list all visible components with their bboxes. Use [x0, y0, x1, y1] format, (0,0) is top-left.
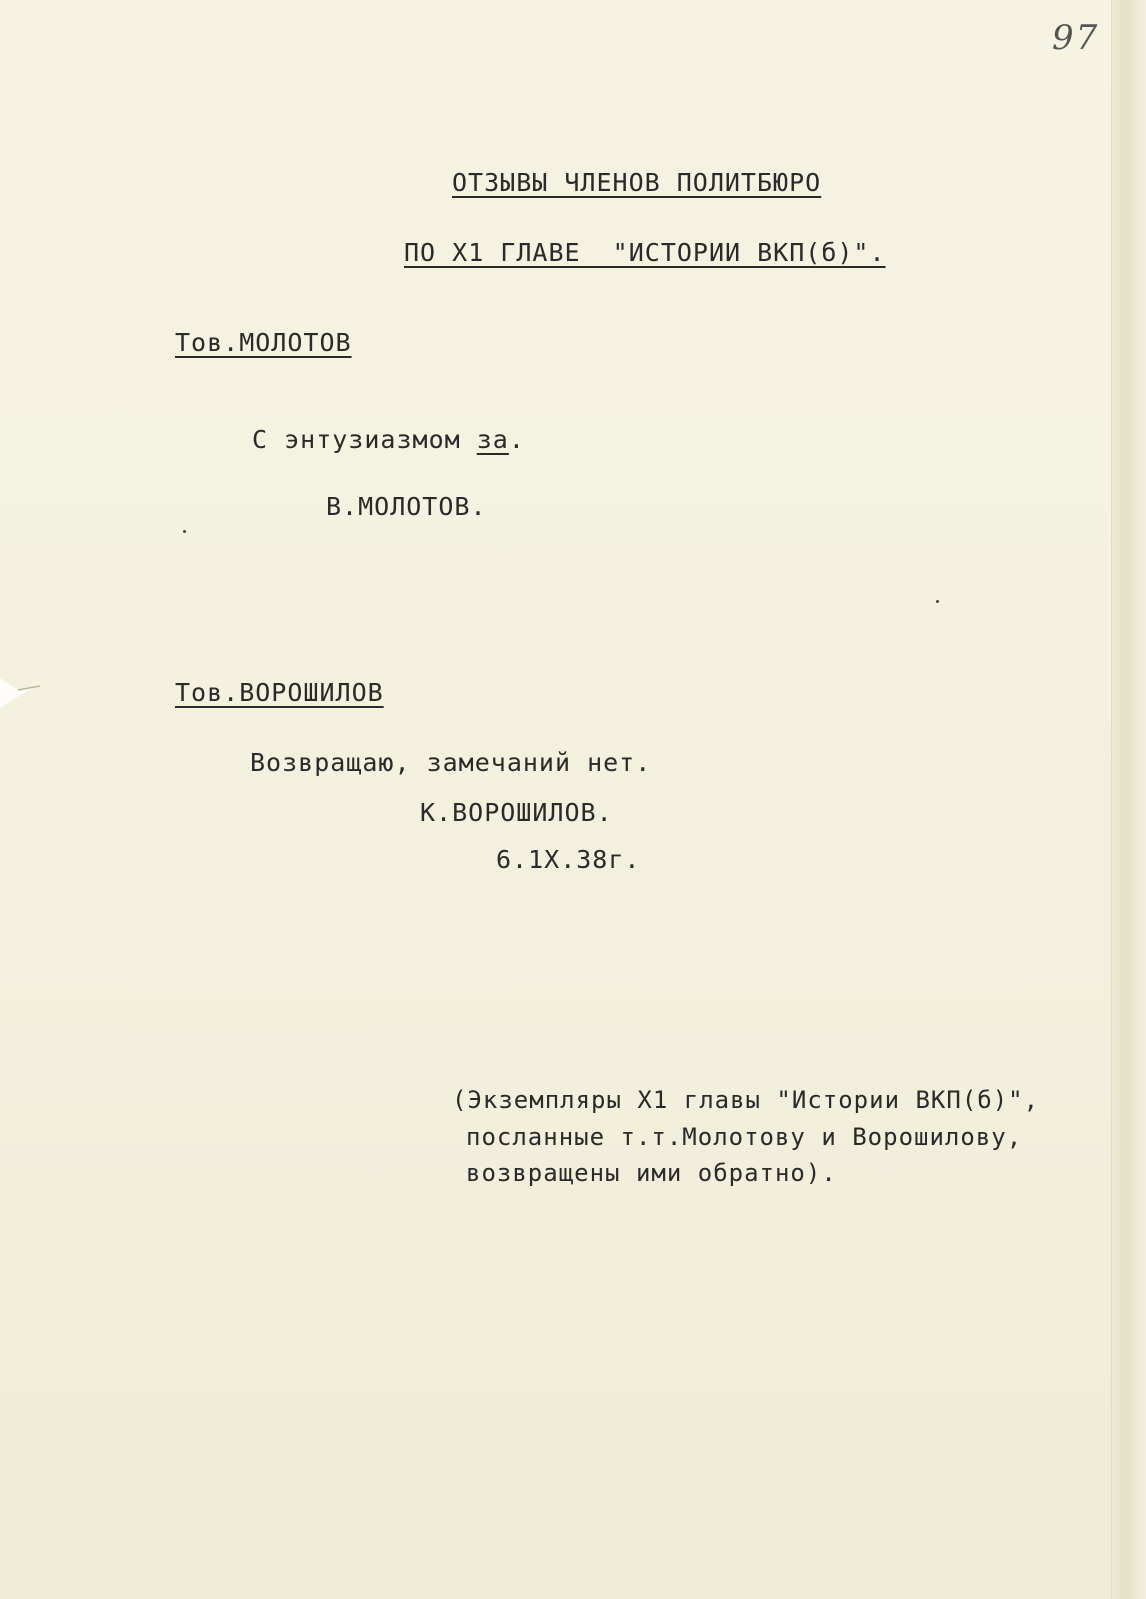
section-heading-molotov: Тов.МОЛОТОВ	[175, 328, 352, 357]
molotov-signature: В.МОЛОТОВ.	[326, 492, 487, 521]
voroshilov-comment: Возвращаю, замечаний нет.	[250, 748, 652, 777]
ink-speck	[936, 600, 939, 603]
paper-edge	[1111, 0, 1146, 1599]
note-line-2: посланные т.т.Молотову и Ворошилову,	[466, 1123, 1023, 1151]
section-heading-voroshilov: Тов.ВОРОШИЛОВ	[175, 678, 384, 707]
molotov-comment-text: С энтузиазмом	[252, 425, 477, 454]
paper-crease-mark	[0, 668, 60, 718]
molotov-comment-underlined: за	[476, 425, 509, 454]
voroshilov-date: 6.1Х.38г.	[496, 845, 641, 874]
molotov-comment-end: .	[508, 425, 525, 454]
molotov-comment	[252, 425, 525, 455]
handwritten-page-number: 97	[1052, 18, 1100, 58]
title-line-1: ОТЗЫВЫ ЧЛЕНОВ ПОЛИТБЮРО	[452, 168, 822, 197]
voroshilov-signature: К.ВОРОШИЛОВ.	[420, 798, 613, 827]
ink-speck	[183, 530, 186, 533]
note-line-1: (Экземпляры Х1 главы "Истории ВКП(б)",	[452, 1086, 1040, 1114]
title-line-2: ПО Х1 ГЛАВЕ "ИСТОРИИ ВКП(б)".	[404, 238, 886, 267]
note-line-3: возвращены ими обратно).	[466, 1159, 837, 1187]
